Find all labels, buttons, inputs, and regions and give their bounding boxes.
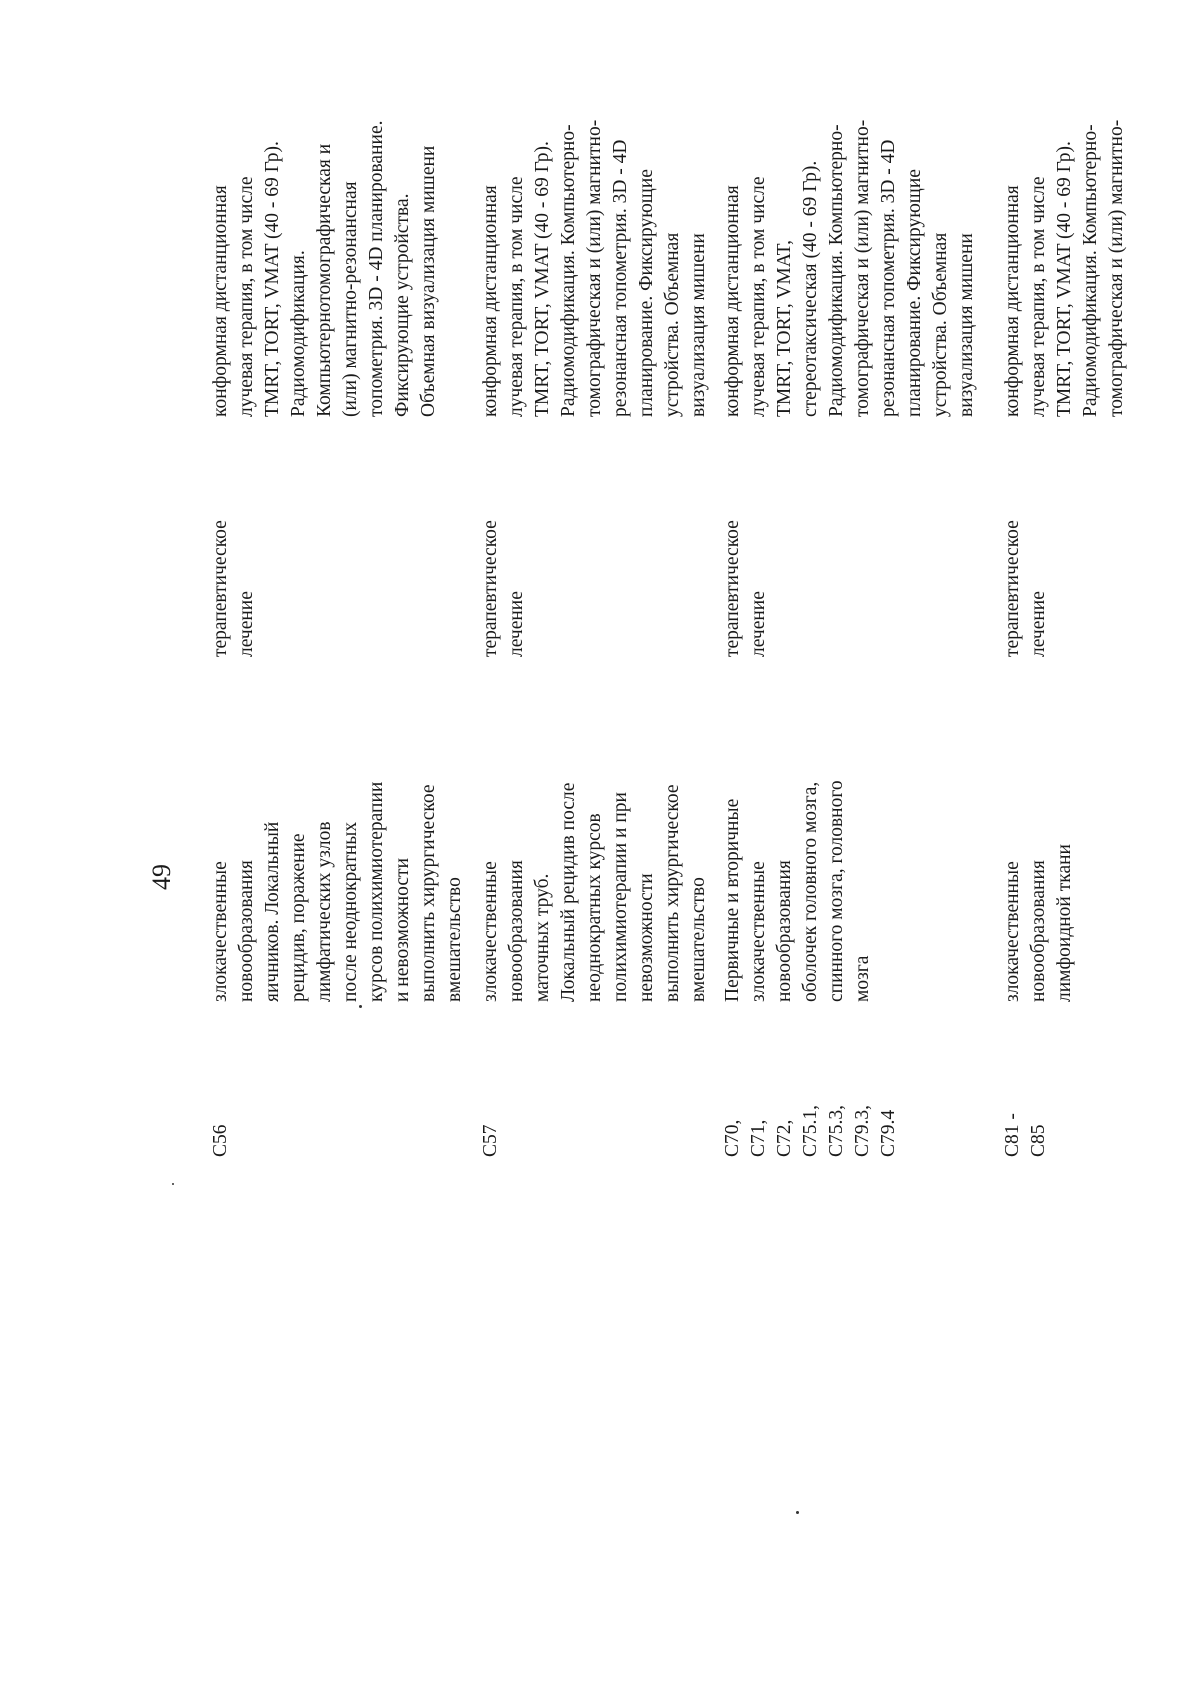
icd-code-cell: C70, C71, C72, C75.1, C75.3, C79.3, C79.4 xyxy=(722,1104,899,1157)
icd-code-cell: C56 xyxy=(210,1124,231,1157)
icd-code-cell: C81 - C85 xyxy=(1002,1113,1049,1157)
diagnosis-description-cell: злокачественные новообразования маточных труб. Локальный рецидив после неоднократных курсов полихимиотерапии и при невозможности выполнить хирургическое вмешательство xyxy=(480,782,709,1002)
scan-speck xyxy=(172,1183,174,1185)
scan-speck xyxy=(796,1511,799,1514)
treatment-type-cell: терапевтическое лечение xyxy=(1002,520,1049,657)
treatment-method-cell: конформная дистанционная лучевая терапия, в том числе TMRT, TORT, VMAT (40 - 69 Гр). Радиомодификация. Компьютерно- томографическая и (или) магнитно- резонансная топометрия. 3D - 4D планирование. Фиксирующие устройства. Объемная визуализация мишени xyxy=(480,119,709,417)
page-number: 49 xyxy=(147,864,176,890)
diagnosis-description-cell: злокачественные новообразования лимфоидной ткани xyxy=(1002,844,1075,1002)
scan-speck xyxy=(359,1005,362,1008)
treatment-type-cell: терапевтическое лечение xyxy=(722,520,769,657)
diagnosis-description-cell: злокачественные новообразования яичников. Локальный рецидив, поражение лимфатических узлов после неоднократных курсов полихимиотерапии и невозможности выполнить хирургическое вмешательство xyxy=(210,781,465,1002)
treatment-method-cell: конформная дистанционная лучевая терапия, в том числе TMRT, TORT, VMAT, стереотаксическая (40 - 69 Гр). Радиомодификация. Компьютерно- томографическая и (или) магнитно- резонансная топометрия. 3D - 4D планирование. Фиксирующие устройства. Объемная визуализация мишени xyxy=(722,119,977,417)
treatment-type-cell: терапевтическое лечение xyxy=(210,520,257,657)
treatment-type-cell: терапевтическое лечение xyxy=(480,520,527,657)
icd-code-cell: C57 xyxy=(480,1124,501,1157)
treatment-method-cell: конформная дистанционная лучевая терапия, в том числе TMRT, TORT, VMAT (40 - 69 Гр). Радиомодификация. Компьютерно- томографическая и (или) магнитно- xyxy=(1002,119,1127,417)
diagnosis-description-cell: Первичные и вторичные злокачественные новообразования оболочек головного мозга, спинного мозга, головного мозга xyxy=(722,780,873,1002)
treatment-method-cell: конформная дистанционная лучевая терапия, в том числе TMRT, TORT, VMAT (40 - 69 Гр). Радиомодификация. Компьютернотомографическая и (или) магнитно-резонансная топометрия. 3D - 4D планирование. Фиксирующие устройства. Объемная визуализация мишени xyxy=(210,120,439,417)
